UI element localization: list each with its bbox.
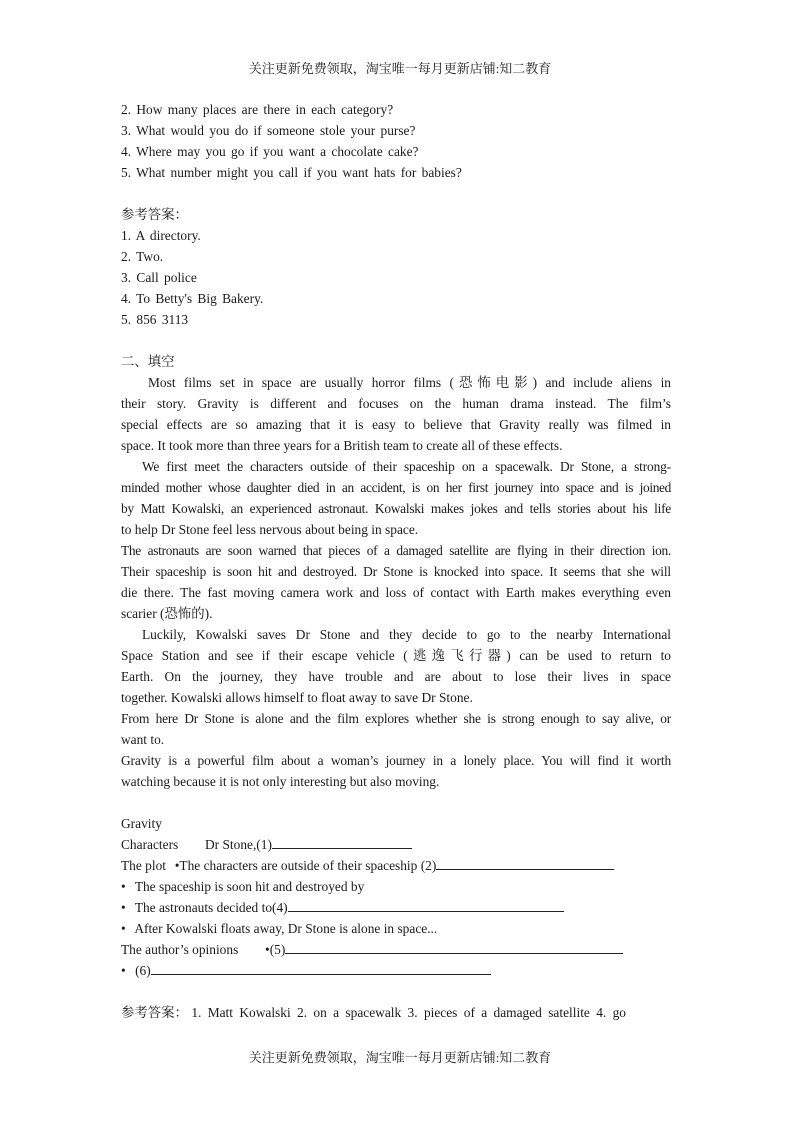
answer-4: 4. To Betty's Big Bakery. [121,291,264,306]
passage-paragraph-6: Gravity is a powerful film about a woman’s journey in a lonely place. You will find it worth watching because it is not only interesting but also moving. [121,753,671,789]
answer-2: 2. Two. [121,249,164,264]
opinions-item-2: • (6) [121,960,671,981]
page-header: 关注更新免费领取，淘宝唯一每月更新店铺:知二教育 [248,61,552,76]
characters-value: Dr Stone,(1) [204,837,272,852]
answers-2-text: 1. Matt Kowalski 2. on a spacewalk 3. pieces of a damaged satellite 4. go [191,1005,626,1020]
opinions-row [121,939,671,960]
passage-paragraph-4: Luckily, Kowalski saves Dr Stone and they decide to go to the nearby International Space Station and see if their escape vehicle (逃逸飞行器) can be used to return to Earth. On the journey, they have trouble and are about to lose their lives in space together. Kowalski allows himself to float away to save Dr Stone. [121,627,671,705]
question-3: 3. What would you do if someone stole your purse? [121,123,416,138]
answers-title: 参考答案： [121,207,188,222]
plot-label: The plot [121,858,166,873]
section-title: 二、填空 [121,354,175,369]
blank-5[interactable] [285,939,623,954]
answers-2 [121,1002,671,1023]
plot-item-3: • The astronauts decided to(4) [121,897,671,918]
passage-paragraph-5: From here Dr Stone is alone and the film explores whether she is strong enough to say alive, or want to. [121,711,671,747]
answer-3: 3. Call police [121,270,197,285]
plot-item-1: •The characters are outside of their spaceship (2) [174,858,437,873]
blank-6[interactable] [151,960,491,975]
plot-item-2: • The spaceship is soon hit and destroyed by [121,876,671,897]
page-footer: 关注更新免费领取，淘宝唯一每月更新店铺:知二教育 [248,1050,552,1065]
answer-5: 5. 856 3113 [121,312,189,327]
passage-paragraph-1: Most films set in space are usually horror films (恐怖电影) and include aliens in their story. Gravity is different and focuses on the human drama instead. The film’s special effects are so amazing that it is easy to believe that Gravity really was filmed in space. It took more than three years for a British team to create all of these effects. [121,375,671,453]
blank-1[interactable] [272,834,412,849]
passage-paragraph-2: We first meet the characters outside of their spaceship on a spacewalk. Dr Stone, a strong- minded mother whose daughter died in an accident, is on her first journey into space and is joined by Matt Kowalski, an experienced astronaut. Kowalski makes jokes and tells stories about his life to help Dr Stone feel less nervous about being in space. [121,459,671,537]
blank-4[interactable] [288,897,564,912]
answers-2-label: 参考答案： [121,1005,188,1020]
table-title: Gravity [121,816,162,831]
question-4: 4. Where may you go if you want a chocolate cake? [121,144,419,159]
characters-row [121,834,671,855]
opinions-label: The author’s opinions [121,942,239,957]
opinions-item-1: •(5) [265,942,286,957]
document-body [121,99,671,1023]
blank-2[interactable] [436,855,614,870]
plot-row [121,855,671,876]
answer-1: 1. A directory. [121,228,201,243]
plot-item-4: • After Kowalski floats away, Dr Stone is alone in space... [121,918,671,939]
passage-paragraph-3: The astronauts are soon warned that pieces of a damaged satellite are flying in their direction ion. Their spaceship is soon hit and destroyed. Dr Stone is knocked into space. It seems that she will die there. The fast moving camera work and loss of contact with Earth makes everything even scarier (恐怖的). [121,543,671,621]
question-5: 5. What number might you call if you want hats for babies? [121,165,462,180]
characters-label: Characters [121,837,179,852]
question-2: 2. How many places are there in each category? [121,102,394,117]
